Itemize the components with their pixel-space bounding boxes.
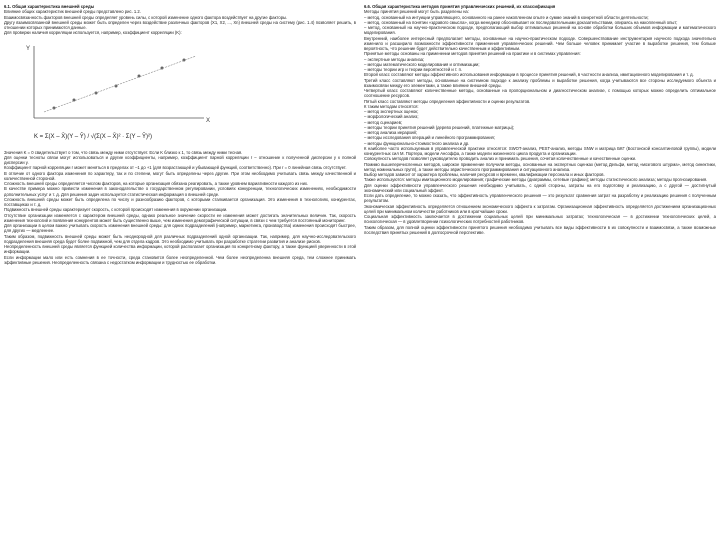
paragraph: Если информации мало или есть сомнения в ее точности, среда становится более неопределенной. Чем более неопределенна внешняя среда, тем сложнее принимать эффективные решения. Неопределенность связана с недостатком информации и трудностью ее обработки. xyxy=(4,254,356,265)
paragraph: – методы функционально-стоимостного анализа и др. xyxy=(364,140,470,146)
paragraph: Для проверки наличия корреляции используется, например, коэффициент корреляции (K): xyxy=(4,30,182,36)
paragraph: – морфологический анализ; xyxy=(364,114,419,120)
paragraph: Также используются: методы имитационного моделирования; графические методы (диаграммы, сетевые графики); методы статистического анализа; методы прогнозирования. xyxy=(364,177,708,183)
paragraph: Таким образом, подвижность внешней среды может быть неоднородной для различных подразделений одной организации. Так, например, для научно-исследовательского подразделения внешняя среда будет более подвижной, чем для отдела кадров. Это необходимо учитывать при разработке стратегии развития и анализе рисков. xyxy=(4,233,356,244)
paragraph: Значения K = 0 свидетельствует о том, что связь между ними отсутствует. Если K близко к 1, то связь между ними тесная. xyxy=(4,149,243,155)
scatter-point xyxy=(138,74,141,77)
correlation-formula: K = Σ(X – X̄)(Y – Ȳ) / √(Σ(X – X̄)² · Σ(Y – Ȳ)²) xyxy=(34,133,153,140)
paragraph: К таким методам относятся: xyxy=(364,103,419,109)
paragraph: Экономическая эффективность определяется отношением экономического эффекта к затратам. Организационная эффективность определяется достижением организационных целей при минимальном количестве работников или в кратчайшие сроки. xyxy=(364,203,716,214)
paragraph: Принятые методы основаны на применении методов принятия решений на практике и в системах управления: xyxy=(364,51,581,57)
paragraph: – методы теории игр и теории вероятностей и т. п. xyxy=(364,67,463,72)
paragraph: – методы исследования операций и линейного программирования; xyxy=(364,135,495,141)
paragraph: Внутренний, наиболее интересный предполагает методы, основанные на научно-практическом подходе. Совершенствование инструментария научного подхода значительно изменило и расширило возможности эффективности применения управленческих решений. Чем больше человек принимает участие в выработке решения, тем больше вероятность, что решение будет действительно качественным и эффективным. xyxy=(364,35,716,51)
right-column xyxy=(364,4,716,536)
paragraph: Для оценки эффективности управленческого решения необходимо учитывать, с одной стороны, затраты на его подготовку и реализацию, а с другой — достигнутый экономический или социальный эффект. xyxy=(364,182,716,193)
paragraph: Влияние общих характеристик внешней среды представлено рис. 1.2. xyxy=(4,9,141,15)
y-axis-label: Y xyxy=(26,45,31,52)
paragraph: Сложность внешней среды может быть определена по числу и разнообразию факторов, с которыми сталкивается организация. Это изменения в технологиях, конкурентах, поставщиках и т. д. xyxy=(4,196,356,207)
paragraph: Если дать определение, то можно сказать, что эффективность управленческого решения — это результат сравнения затрат на разработку и реализацию решения с полученным результатом. xyxy=(364,193,716,204)
x-axis-label: X xyxy=(206,117,211,124)
paragraph: Пятый класс составляют методы определения эффективности и оценки результатов. xyxy=(364,98,531,104)
regression-line xyxy=(44,56,196,112)
paragraph: Второй класс составляют методы эффективного использования информации в процессе принятия решений, в частности анализа, имитационного моделирования и т. д. xyxy=(364,72,694,78)
section-heading-6-6: 6.6. Общая характеристика методов принятия управленческих решений, их классификация xyxy=(364,4,556,9)
left-column xyxy=(4,4,356,536)
paragraph: Отсутствие организации изменяется с характером внешней среды, однако реальное значение скорости ее изменения может достигать значительных величин. Так, скорость изменения технологий и появления конкурентов может быть существенно выше, чем изменения демографической ситуации, в связи с чем требуется постоянный мониторинг. xyxy=(4,212,356,223)
paragraph: Коэффициент парной корреляции r может меняться в пределах от –1 до +1 (для возрастающей и убывающей функций, соответственно). При r = 0 линейная связь отсутствует. xyxy=(4,165,347,171)
paragraph: – метод, основанный на научно-практическом подходе, предполагающий выбор оптимальных решений на основе обработки больших объемов информации и математического моделирования. xyxy=(364,25,716,36)
paragraph: Помимо вышеперечисленных методов, широкое применение получили методы, основанные на экспертных оценках (метод Дельфи, метод «мозгового штурма», метод синектики, метод номинальных групп), а также методы эвристического программирования и ситуационного анализа. xyxy=(364,161,716,172)
paragraph: Взаимосвязанность факторов внешней среды определяет уровень силы, с которой изменение одного фактора воздействует на другие факторы. xyxy=(4,14,288,20)
paragraph: Сложность внешней среды определяется числом факторов, на которые организация обязана реагировать, а также уровнем вариативности каждого из них. xyxy=(4,181,309,186)
paragraph: – метод экспертных оценок; xyxy=(364,109,419,114)
paragraph: Четвертый класс составляют количественные методы, основанные на пропорциональном и диагностическом анализе, с помощью которых можно определить оптимальное соотношение ресурсов. xyxy=(364,88,716,99)
paragraph: Третий класс составляют методы, основанные на системном подходе к анализу проблемы и выработке решения, когда учитываются все стороны исследуемого объекта и взаимосвязи между его элементами, а также влияние внешней среды. xyxy=(364,77,716,88)
paragraph: Неопределенность внешней среды является функцией количества информации, которой располагает организация по конкретному фактору, а также функцией уверенности в этой информации. xyxy=(4,244,356,255)
paragraph: Совокупность методов позволяет руководителю проводить анализ и принимать решения, сочетая количественные и качественные оценки. xyxy=(364,156,637,162)
paragraph: – метод, основанный на понятии «здравого смысла», когда менеджер обосновывает их последовательными доказательствами, опираясь на накопленный опыт; xyxy=(364,19,678,25)
paragraph: Социальная эффективность заключается в достижении социальных целей при минимальных затратах; технологическая — в достижении технологических целей, а психологическая — в удовлетворении психологических потребностей работников. xyxy=(364,214,716,225)
paragraph: Подвижность внешней среды характеризует скорость, с которой происходят изменения в окружении организации. xyxy=(4,207,228,213)
paragraph: Для оценки тесноты связи могут использоваться и другие коэффициенты, например, коэффициент парной корреляции r – отношение к полученной дисперсии y к полной дисперсии y. xyxy=(4,154,356,165)
paragraph: В отличие от одного фактора изменения по характеру, так и по степени, могут быть определены через другие. При этом необходимо учитывать связь между качественной и количественной стороной. xyxy=(4,170,356,181)
paragraph: К наиболее часто используемым в управленческой практике относятся: SWOT-анализ, PEST-анализ, методы SNW и матрица БКГ (Бостонской консалтинговой группы), модели конкурентных сил М. Портера, модели Ансоффа, а также модели жизненного цикла продукта и организации. xyxy=(364,145,716,156)
paragraph: Таким образом, для полной оценки эффективности принятого решения необходимо учитывать все виды эффективности в их совокупности и взаимосвязи, а также возможные последствия принятых решений в долгосрочной перспективе. xyxy=(364,224,716,235)
section-heading-6-1: 6.1. Общая характеристика внешней среды xyxy=(4,4,95,9)
paragraph: – методы математического моделирования и оптимизации; xyxy=(364,61,480,67)
paragraph: Для организации в целом важно учитывать скорость изменения внешней среды: для одних подразделений (например, маркетинга, производства) изменения происходят быстрее, для других — медленнее. xyxy=(4,223,356,234)
paragraph: Методы принятия решений могут быть разделены на: xyxy=(364,9,469,15)
paragraph: – метод, основанный на интуиции управляющего, основанного на ранее накопленном опыте и сумме знаний в конкретной области деятельности; xyxy=(364,14,649,20)
paragraph: В качестве примера можно привести изменения в законодательстве о государственном регулировании, условиях конкуренции, технологических изменениях, необходимости дополнительных услуг и т. д. Для решения задач используется статистическая информация о внешней среде. xyxy=(4,186,356,197)
correlation-figure xyxy=(4,38,356,148)
paragraph: – методы теории принятия решений (дерево решений, платежные матрицы); xyxy=(364,124,515,130)
paragraph: Другу взаимосвязанной внешней среды может быть определен через воздействие различных факторов (X1, X2, ..., Xn) внешней среды на систему (рис. 1.4) позволяет решить, в отношении которых принимаются данные. xyxy=(4,19,356,30)
paragraph: – экспертные методы анализа; xyxy=(364,56,425,62)
correlation-diagram xyxy=(4,38,356,148)
paragraph: – метод анализа иерархий; xyxy=(364,130,417,135)
paragraph: Выбор методов зависит от характера проблемы, наличия ресурсов и времени, квалификации персонала и иных факторов. xyxy=(364,172,605,177)
paragraph: – метод сценариев; xyxy=(364,119,403,125)
